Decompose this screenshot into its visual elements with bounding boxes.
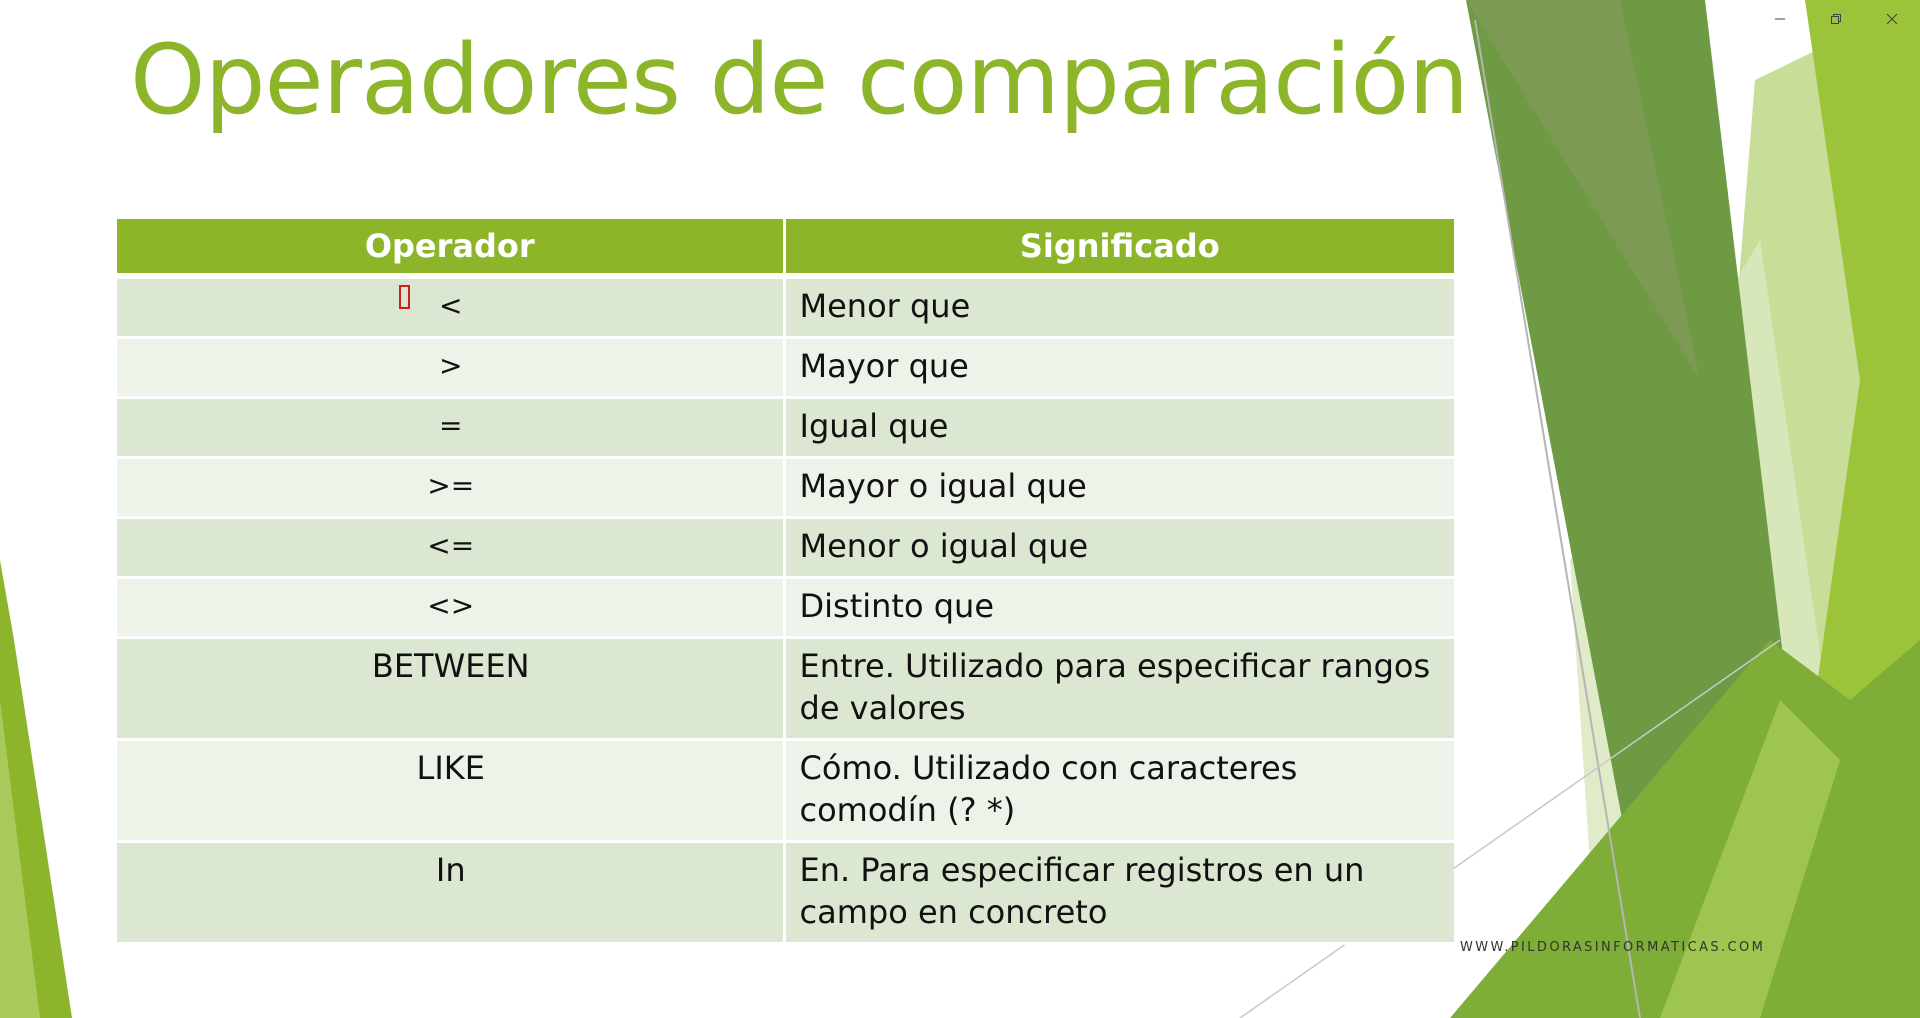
table-header-row [117, 219, 1454, 276]
meaning-cell: Mayor o igual que [784, 458, 1454, 518]
operator-cell: LIKE [117, 740, 784, 842]
slide-title: Operadores de comparación [130, 24, 1469, 136]
minimize-button[interactable] [1752, 0, 1808, 38]
minimize-icon [1774, 13, 1786, 25]
operator-cell: >= [117, 458, 784, 518]
window-controls [1752, 0, 1920, 38]
meaning-cell: Mayor que [784, 338, 1454, 398]
table-row [117, 338, 1454, 398]
operator-cell: = [117, 398, 784, 458]
table-row [117, 398, 1454, 458]
table-row [117, 518, 1454, 578]
table-row [117, 638, 1454, 740]
operator-cell: BETWEEN [117, 638, 784, 740]
operator-cell: In [117, 842, 784, 944]
operator-cell: <> [117, 578, 784, 638]
restore-button[interactable] [1808, 0, 1864, 38]
table-row [117, 578, 1454, 638]
operator-cell: > [117, 338, 784, 398]
meaning-cell: Menor que [784, 276, 1454, 338]
restore-icon [1830, 13, 1842, 25]
meaning-cell: Distinto que [784, 578, 1454, 638]
close-icon [1886, 13, 1898, 25]
operators-table [117, 219, 1454, 945]
meaning-cell: En. Para especificar registros en un campo en concreto [784, 842, 1454, 944]
operator-cell: < [117, 276, 784, 338]
text-cursor-marker [399, 285, 410, 309]
close-button[interactable] [1864, 0, 1920, 38]
meaning-cell: Igual que [784, 398, 1454, 458]
meaning-cell: Cómo. Utilizado con caracteres comodín (? *) [784, 740, 1454, 842]
header-operador: Operador [117, 219, 784, 276]
table-row [117, 276, 1454, 338]
table-row [117, 740, 1454, 842]
header-significado: Significado [784, 219, 1454, 276]
footer-url: WWW.PILDORASINFORMATICAS.COM [1460, 940, 1766, 955]
table-row [117, 458, 1454, 518]
meaning-cell: Entre. Utilizado para especificar rangos de valores [784, 638, 1454, 740]
operator-cell: <= [117, 518, 784, 578]
table-row [117, 842, 1454, 944]
meaning-cell: Menor o igual que [784, 518, 1454, 578]
